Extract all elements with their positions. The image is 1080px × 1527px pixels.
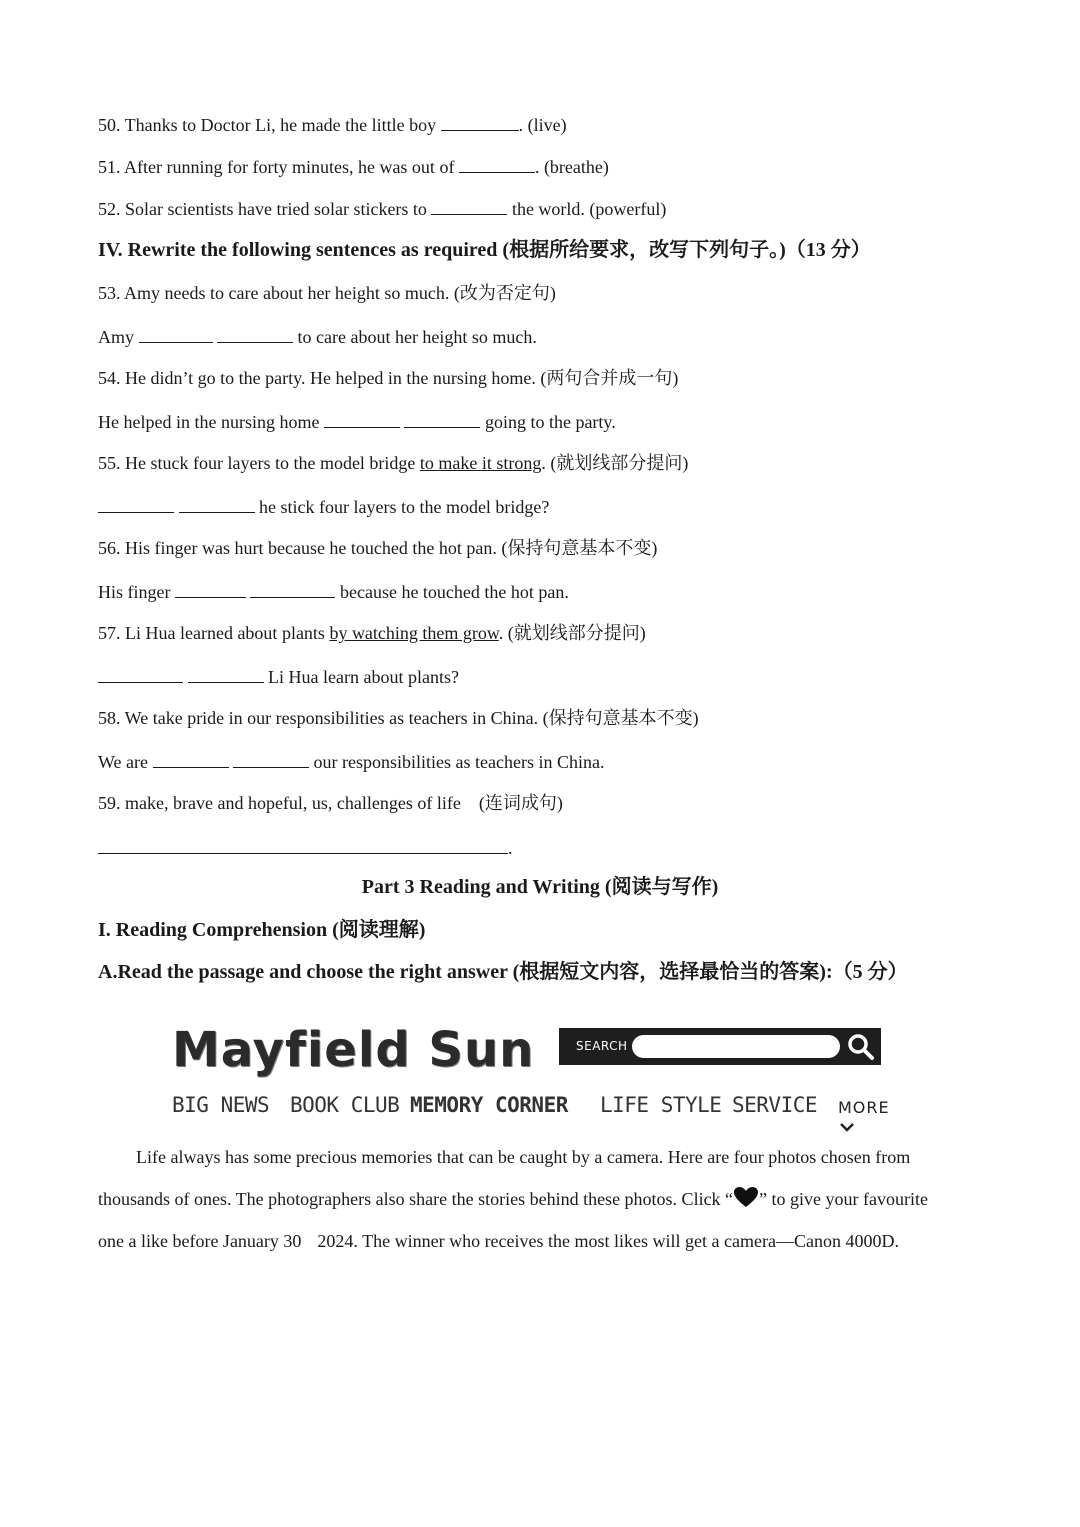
answer-blank[interactable] [404, 410, 480, 428]
answer-blank[interactable] [139, 325, 213, 343]
question-56-prompt: 56. His finger was hurt because he touched the hot pan. (保持句意基本不变) [98, 538, 658, 558]
passage-text: ” to give your favourite [759, 1189, 928, 1209]
question-59-answer [98, 836, 513, 859]
part-3-heading: Part 3 Reading and Writing (阅读与写作) [361, 876, 719, 898]
answer-blank[interactable] [98, 836, 508, 854]
section-i-heading: I. Reading Comprehension (阅读理解) [98, 919, 426, 941]
site-nav [172, 1093, 892, 1123]
question-59-prompt: 59. make, brave and hopeful, us, challenges of life (连词成句) [98, 793, 563, 813]
question-54-answer [98, 410, 616, 433]
search-label: SEARCH [576, 1039, 628, 1053]
prompt-text: 55. He stuck four layers to the model bridge [98, 453, 420, 473]
answer-blank[interactable] [98, 495, 174, 513]
question-56-answer [98, 580, 569, 603]
question-52-hint: the world. (powerful) [507, 199, 667, 219]
question-57-prompt [98, 622, 646, 644]
passage-text: thousands of ones. The photographers also share the stories behind these photos. Click “ [98, 1189, 734, 1209]
heart-icon[interactable] [733, 1186, 759, 1208]
answer-text: to care about her height so much. [293, 327, 537, 347]
answer-blank[interactable] [233, 750, 309, 768]
nav-life-style[interactable]: LIFE STYLE [600, 1093, 722, 1117]
nav-big-news[interactable]: BIG NEWS [172, 1093, 270, 1117]
search-input[interactable] [632, 1035, 840, 1058]
question-52 [98, 197, 666, 220]
answer-text: We are [98, 752, 153, 772]
answer-blank[interactable] [153, 750, 229, 768]
nav-book-club[interactable]: BOOK CLUB [290, 1093, 400, 1117]
question-55-prompt [98, 452, 688, 474]
search-icon[interactable] [847, 1033, 875, 1061]
section-a-heading: A.Read the passage and choose the right answer (根据短文内容，选择最恰当的答案):（5 分） [98, 961, 908, 983]
answer-blank[interactable] [459, 155, 535, 173]
passage-line-3 [98, 1220, 988, 1262]
answer-text: he stick four layers to the model bridge? [254, 497, 550, 517]
answer-blank[interactable] [250, 580, 335, 598]
question-57-answer [98, 665, 459, 688]
question-51-text: 51. After running for forty minutes, he was out of [98, 157, 459, 177]
chevron-down-icon [840, 1122, 854, 1132]
nav-more[interactable] [838, 1098, 892, 1136]
answer-blank[interactable] [175, 580, 246, 598]
prompt-instruction: . (就划线部分提问) [498, 623, 646, 643]
prompt-text: 57. Li Hua learned about plants [98, 623, 330, 643]
answer-text: Amy [98, 327, 139, 347]
question-53-answer [98, 325, 537, 348]
answer-blank[interactable] [324, 410, 400, 428]
passage-text: 2024. The winner who receives the most likes will get a camera—Canon 4000D. [317, 1231, 899, 1251]
question-51 [98, 155, 609, 178]
nav-more-label: MORE [838, 1098, 890, 1117]
prompt-instruction: . (就划线部分提问) [541, 453, 689, 473]
answer-text: Li Hua learn about plants? [263, 667, 459, 687]
answer-end: . [508, 838, 513, 858]
question-58-prompt: 58. We take pride in our responsibilities as teachers in China. (保持句意基本不变) [98, 708, 699, 728]
passage-line-2 [98, 1178, 988, 1220]
answer-blank[interactable] [98, 665, 183, 683]
question-51-hint: . (breathe) [534, 157, 609, 177]
search-bar [559, 1028, 881, 1065]
section-iv-heading: IV. Rewrite the following sentences as required (根据所给要求，改写下列句子。)（13 分） [98, 239, 871, 261]
question-50-text: 50. Thanks to Doctor Li, he made the little boy [98, 115, 441, 135]
newspaper-masthead [172, 1018, 892, 1138]
answer-text: because he touched the hot pan. [335, 582, 569, 602]
answer-text: His finger [98, 582, 175, 602]
answer-blank[interactable] [441, 113, 519, 131]
answer-blank[interactable] [179, 495, 255, 513]
answer-blank[interactable] [431, 197, 507, 215]
question-55-answer [98, 495, 549, 518]
question-54-prompt: 54. He didn’t go to the party. He helped in the nursing home. (两句合并成一句) [98, 368, 679, 388]
nav-service[interactable]: SERVICE [732, 1093, 818, 1117]
answer-text: our responsibilities as teachers in China. [309, 752, 605, 772]
answer-blank[interactable] [188, 665, 264, 683]
answer-text: going to the party. [480, 412, 616, 432]
site-logo[interactable]: Mayfield Sun [172, 1022, 535, 1078]
underlined-phrase: to make it strong [419, 453, 542, 473]
question-50 [98, 113, 567, 136]
question-52-text: 52. Solar scientists have tried solar stickers to [98, 199, 432, 219]
question-53-prompt: 53. Amy needs to care about her height so much. (改为否定句) [98, 283, 556, 303]
passage [98, 1136, 988, 1262]
answer-blank[interactable] [217, 325, 293, 343]
underlined-phrase: by watching them grow [329, 623, 499, 643]
question-50-hint: . (live) [518, 115, 567, 135]
passage-line-1: Life always has some precious memories that can be caught by a camera. Here are four photos chosen from [136, 1147, 911, 1167]
passage-text: one a like before January 30 [98, 1231, 302, 1251]
answer-text: He helped in the nursing home [98, 412, 324, 432]
question-58-answer [98, 750, 604, 773]
nav-memory-corner[interactable]: MEMORY CORNER [410, 1093, 568, 1117]
